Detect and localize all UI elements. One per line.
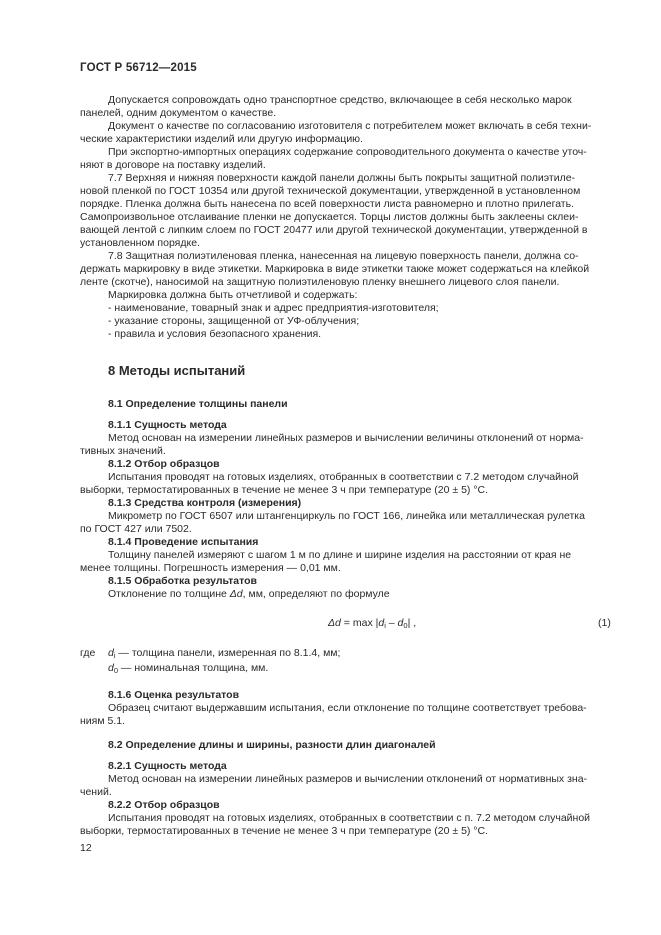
paragraph-line: выборки, термостатированных в течение не менее 3 ч при температуре (20 ± 5) °С.	[80, 484, 489, 496]
formula-subscript: 0	[403, 621, 408, 630]
list-item: - наименование, товарный знак и адрес предприятия-изготовителя;	[108, 302, 439, 314]
legend-subscript: 0	[113, 666, 119, 675]
paragraph-line: Микрометр по ГОСТ 6507 или штангенциркуль по ГОСТ 166, линейка или металлическая рулетка	[108, 510, 585, 522]
paragraph-line: вающей лентой с липким слоем по ГОСТ 20477 или другой технической документации, утвержденной в	[80, 224, 588, 236]
paragraph-line: порядке. Пленка должна быть нанесена по всей поверхности листа равномерно и плотно прилегать.	[80, 198, 574, 210]
clause-title: 8.1.1 Сущность метода	[108, 419, 227, 431]
paragraph-line: чений.	[80, 786, 112, 798]
formula-text: –	[385, 617, 398, 629]
subsection-8-2-body	[80, 760, 613, 838]
paragraph-line: Метод основан на измерении линейных размеров и вычислении величины отклонений от норма-	[108, 432, 584, 444]
formula-var: d	[397, 617, 404, 629]
legend-var: d	[108, 662, 114, 674]
formula-var: Δd	[328, 617, 341, 629]
paragraph-line: менее толщины. Погрешность измерения — 0,01 мм.	[80, 562, 341, 574]
page-number: 12	[80, 842, 92, 854]
section-title: 8 Методы испытаний	[108, 363, 246, 378]
formula-legend	[80, 647, 613, 677]
legend-text: — номинальная толщина, мм.	[118, 662, 269, 674]
paragraph-line: Толщину панелей измеряют с шагом 1 м по длине и ширине изделия на расстоянии от края не	[108, 549, 572, 561]
variable: Δd	[229, 588, 243, 600]
formula	[328, 617, 416, 632]
paragraph-line: установленном порядке.	[80, 237, 200, 249]
paragraph-line: 7.7 Верхняя и нижняя поверхности каждой панели должны быть покрыты защитной полиэтиле-	[108, 172, 576, 184]
formula-subscript: i	[384, 621, 386, 630]
paragraph-line: няют в договоре на поставку изделий.	[80, 159, 266, 171]
subsection-title: 8.1 Определение толщины панели	[108, 398, 288, 410]
text-run: Отклонение по толщине	[108, 588, 230, 600]
formula-var: d	[378, 617, 385, 629]
legend-text: — толщина панели, измеренная по 8.1.4, мм;	[115, 647, 341, 659]
list-item: - указание стороны, защищенной от УФ-облучения;	[108, 315, 360, 327]
paragraph-line: держать маркировку в виде этикетки. Маркировка в виде этикетки также может содержаться на клейкой	[80, 263, 590, 275]
paragraph-line: выборки, термостатированных в течение не менее 3 ч при температуре (20 ± 5) °С.	[80, 825, 489, 837]
text-run: , мм, определяют по формуле	[242, 588, 390, 600]
legend-row	[108, 647, 340, 662]
clause-title: 8.1.4 Проведение испытания	[108, 536, 259, 548]
clause-title: 8.2.1 Сущность метода	[108, 760, 227, 772]
clause-8-1-6	[80, 689, 613, 728]
intro-block	[80, 94, 613, 341]
paragraph-line: тивных значений.	[80, 445, 166, 457]
clause-title: 8.2.2 Отбор образцов	[108, 799, 220, 811]
clause-title: 8.1.2 Отбор образцов	[108, 458, 220, 470]
subsection-title: 8.2 Определение длины и ширины, разности длин диагоналей	[108, 739, 436, 751]
paragraph-line: ленте (скотче), наносимой на защитную полиэтиленовую пленку внешнего лицевого слоя панели.	[80, 276, 560, 288]
document-header: ГОСТ Р 56712—2015	[80, 62, 197, 74]
paragraph-line: При экспортно-импортных операциях содержание сопроводительного документа о качестве уточ-	[108, 146, 587, 158]
clause-title: 8.1.3 Средства контроля (измерения)	[108, 497, 302, 509]
paragraph-line: новой пленкой по ГОСТ 10354 или другой технической документации, утвержденной в установленном	[80, 185, 581, 197]
subsection-8-2-title-wrap	[80, 739, 613, 752]
legend-var: d	[108, 647, 114, 659]
paragraph-line: по ГОСТ 427 или 7502.	[80, 523, 192, 535]
paragraph-line: 7.8 Защитная полиэтиленовая пленка, нанесенная на лицевую поверхность панели, должна со-	[108, 250, 579, 262]
paragraph-line: ниям 5.1.	[80, 715, 125, 727]
paragraph-line: Маркировка должна быть отчетливой и содержать:	[108, 289, 358, 301]
paragraph-line: Самопроизвольное отслаивание пленки не допускается. Торцы листов должны быть заклеены склеи-	[80, 211, 579, 223]
equation-number: (1)	[598, 617, 611, 629]
clause-title: 8.1.5 Обработка результатов	[108, 575, 257, 587]
formula-text: | ,	[407, 617, 417, 629]
paragraph-line: ческие характеристики изделий или другую информацию.	[80, 133, 363, 145]
subsection-8-1-body	[80, 419, 613, 601]
where-label: где	[80, 647, 96, 659]
legend-subscript: i	[113, 651, 116, 660]
clause-title: 8.1.6 Оценка результатов	[108, 689, 240, 701]
subsection-8-1-title-wrap	[80, 398, 613, 411]
list-item: - правила и условия безопасного хранения.	[108, 328, 322, 340]
paragraph-line: Образец считают выдержавшим испытания, если отклонение по толщине соответствует требова-	[108, 702, 587, 714]
paragraph-line: Испытания проводят на готовых изделиях, отобранных в соответствии с п. 7.2 методом случайной	[108, 812, 591, 824]
paragraph-line: Метод основан на измерении линейных размеров и вычислении отклонений от нормативных зна-	[108, 773, 588, 785]
formula-text: = max |	[340, 617, 379, 629]
paragraph-line: Испытания проводят на готовых изделиях, отобранных в соответствии с 7.2 методом случайной	[108, 471, 579, 483]
paragraph-line: Документ о качестве по согласованию изготовителя с потребителем может включать в себя техни-	[108, 120, 592, 132]
paragraph-line: Допускается сопровождать одно транспортное средство, включающее в себя несколько марок	[108, 94, 572, 106]
paragraph-line: панелей, одним документом о качестве.	[80, 107, 277, 119]
paragraph-line	[80, 588, 613, 601]
legend-row	[108, 662, 268, 677]
